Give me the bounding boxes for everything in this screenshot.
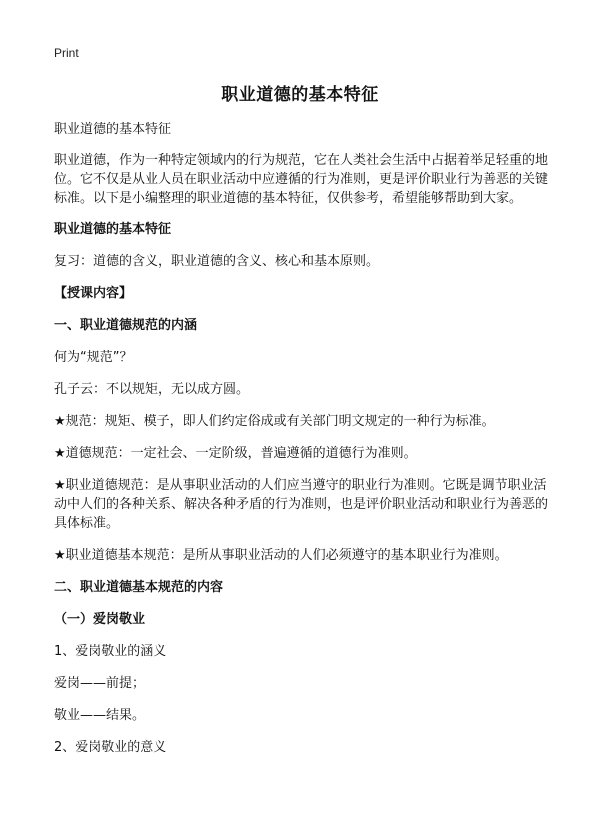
line-aigang: 爱岗——前提； (54, 676, 146, 691)
document-body (54, 120, 554, 770)
part2-heading: 二、职业道德基本规范的内容 (54, 580, 224, 595)
quote-paragraph: 孔子云：不以规矩，无以成方圆。 (54, 382, 250, 397)
page-title: 职业道德的基本特征 (221, 85, 379, 105)
intro-paragraph: 职业道德，作为一种特定领域内的行为规范，它在人类社会生活中占据着举足轻重的地位。它不仅是从业人员在职业活动中应遵循的行为准则，更是评价职业行为善恶的关键标准。以下是小编整理的职业道德的基本特征，仅供参考，希望能够帮助到大家。 (54, 153, 549, 206)
definition-norm: ★规范：规矩、模子，即人们约定俗成或有关部门明文规定的一种行为标准。 (54, 414, 495, 429)
definition-moral-norm: ★道德规范：一定社会、一定阶级，普遍遵循的道德行为准则。 (54, 446, 417, 461)
review-paragraph: 复习：道德的含义，职业道德的含义、核心和基本原则。 (54, 254, 380, 269)
print-label: Print (54, 46, 79, 60)
line-jingye: 敬业——结果。 (54, 708, 146, 723)
definition-professional-norm: ★职业道德规范：是从事职业活动的人们应当遵守的职业行为准则。它既是调节职业活动中人们的各种关系、解决各种矛盾的行为准则，也是评价职业活动和职业行为善恶的具体标准。 (54, 478, 549, 531)
question-paragraph: 何为“规范”？ (54, 350, 133, 365)
list-item: 1、爱岗敬业的涵义 (54, 644, 167, 659)
subsection-heading: （一）爱岗敬业 (54, 612, 146, 627)
lesson-heading: 【授课内容】 (54, 286, 133, 301)
section-heading: 职业道德的基本特征 (54, 222, 172, 237)
definition-basic-norm: ★职业道德基本规范：是所从事职业活动的人们必须遵守的基本职业行为准则。 (54, 548, 508, 563)
document-subtitle: 职业道德的基本特征 (54, 122, 172, 137)
part1-heading: 一、职业道德规范的内涵 (54, 318, 198, 333)
list-item: 2、爱岗敬业的意义 (54, 740, 167, 755)
